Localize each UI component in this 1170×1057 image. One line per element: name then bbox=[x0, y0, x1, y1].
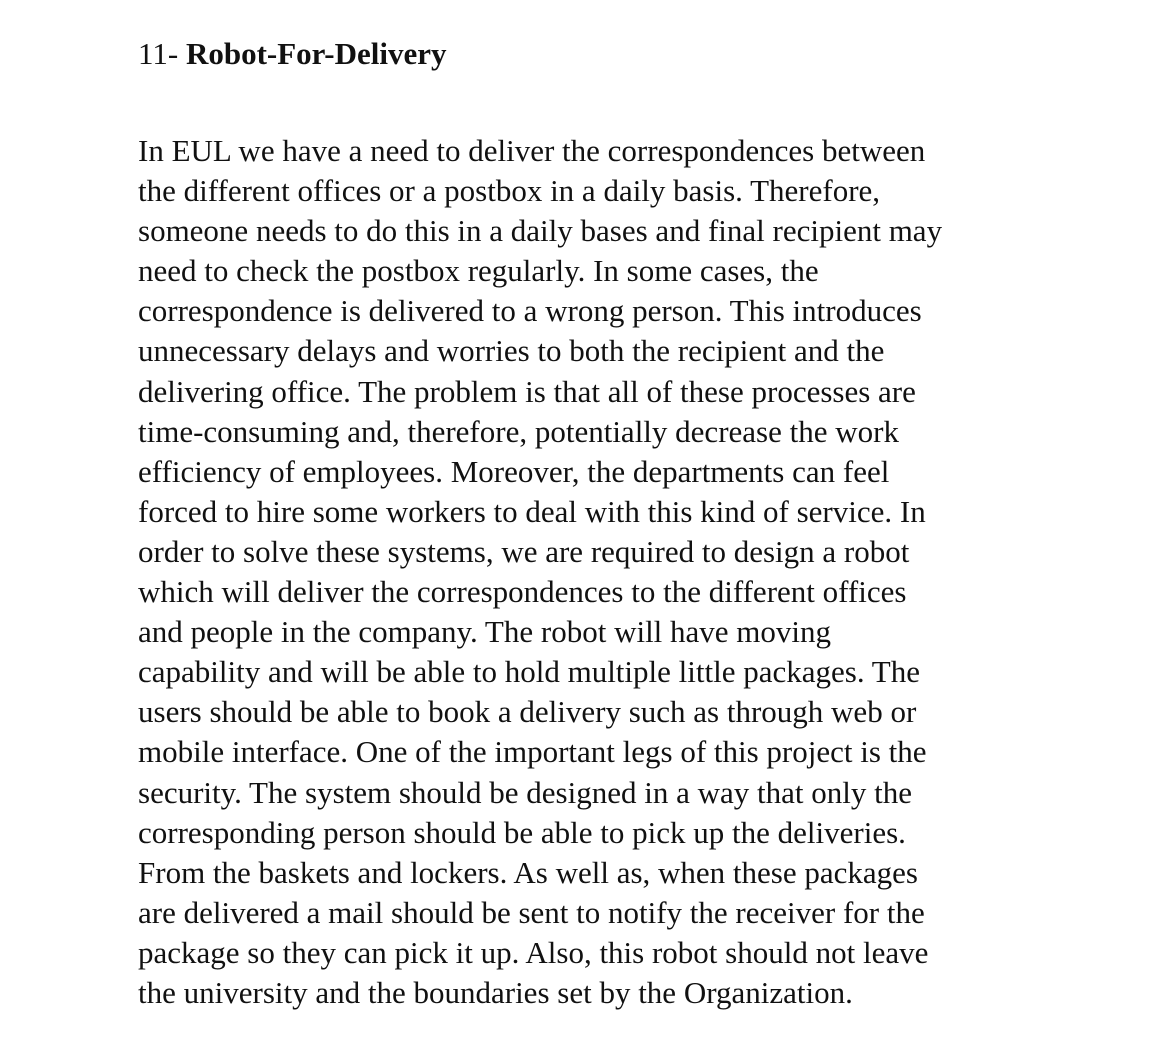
section-number: 11- bbox=[138, 36, 186, 71]
paragraph-line: unnecessary delays and worries to both the recipient and the bbox=[138, 333, 885, 369]
paragraph-line: correspondence is delivered to a wrong person. This introduces bbox=[138, 293, 922, 329]
body-paragraph bbox=[138, 131, 942, 1013]
paragraph-line: From the baskets and lockers. As well as, when these packages bbox=[138, 854, 918, 890]
paragraph-line: package so they can pick it up. Also, this robot should not leave bbox=[138, 934, 929, 970]
paragraph-line: which will deliver the correspondences to the different offices bbox=[138, 574, 907, 610]
paragraph-line: delivering office. The problem is that all of these processes are bbox=[138, 373, 916, 409]
paragraph-line: efficiency of employees. Moreover, the departments can feel bbox=[138, 453, 890, 489]
paragraph-line: security. The system should be designed in a way that only the bbox=[138, 774, 912, 810]
paragraph-line: and people in the company. The robot will have moving bbox=[138, 614, 832, 650]
section-heading bbox=[138, 34, 446, 74]
paragraph-line: time-consuming and, therefore, potentially decrease the work bbox=[138, 413, 899, 449]
section-title: Robot-For-Delivery bbox=[185, 36, 447, 71]
paragraph-line: are delivered a mail should be sent to notify the receiver for the bbox=[138, 894, 925, 930]
paragraph-line: someone needs to do this in a daily bases and final recipient may bbox=[138, 213, 943, 249]
paragraph-line: the university and the boundaries set by the Organization. bbox=[138, 974, 853, 1010]
paragraph-line: order to solve these systems, we are required to design a robot bbox=[138, 533, 910, 569]
paragraph-line: need to check the postbox regularly. In some cases, the bbox=[138, 253, 819, 289]
paragraph-line: users should be able to book a delivery such as through web or bbox=[138, 694, 917, 730]
paragraph-line: the different offices or a postbox in a daily basis. Therefore, bbox=[138, 173, 881, 209]
paragraph-line: mobile interface. One of the important legs of this project is the bbox=[138, 734, 927, 770]
paragraph-line: forced to hire some workers to deal with this kind of service. In bbox=[138, 493, 926, 529]
paragraph-line: capability and will be able to hold multiple little packages. The bbox=[138, 654, 920, 690]
paragraph-line: In EUL we have a need to deliver the correspondences between bbox=[138, 133, 926, 168]
paragraph-line: corresponding person should be able to pick up the deliveries. bbox=[138, 814, 906, 850]
